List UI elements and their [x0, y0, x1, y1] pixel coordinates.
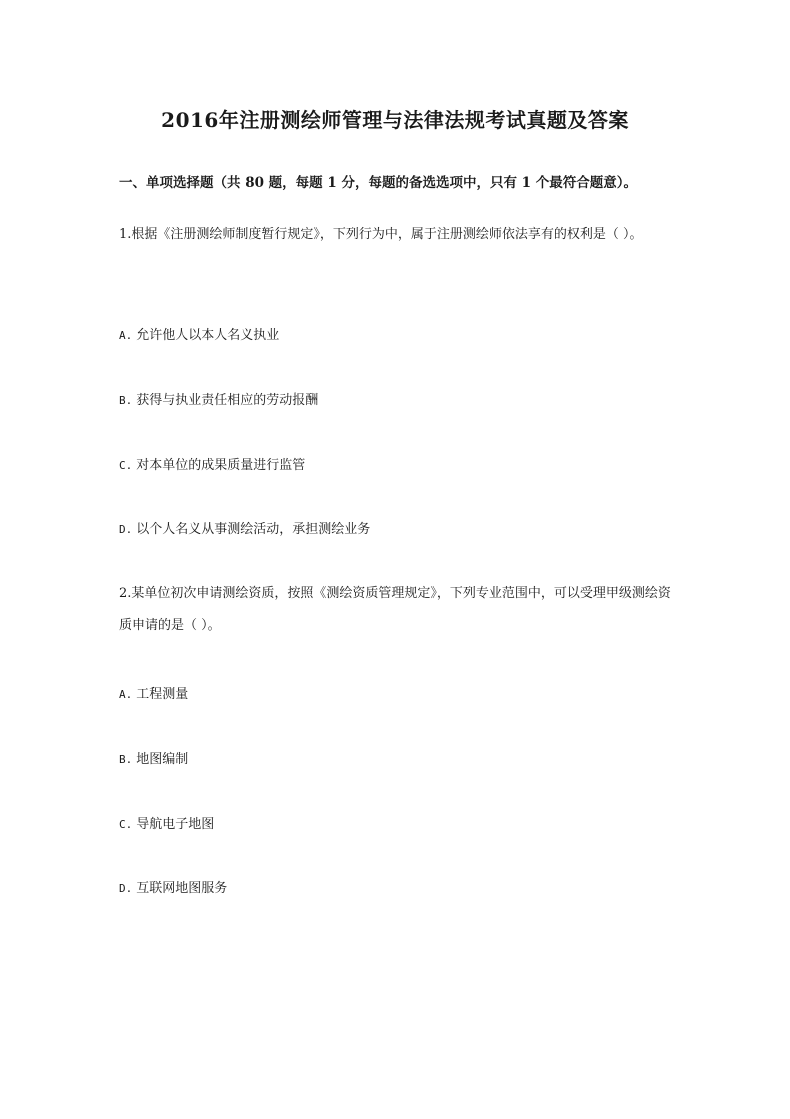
option-text: 导航电子地图 — [136, 817, 215, 832]
page-title: 2016年注册测绘师管理与法律法规考试真题及答案 — [161, 108, 629, 132]
option-key: B. — [119, 753, 133, 766]
option-text: 对本单位的成果质量进行监管 — [136, 458, 306, 473]
question-2-stem: 2.某单位初次申请测绘资质，按照《测绘资质管理规定》，下列专业范围中，可以受理甲级测绘资质申请的是（ ）。 — [119, 586, 671, 633]
question-1-stem: 1.根据《注册测绘师制度暂行规定》，下列行为中，属于注册测绘师依法享有的权利是（ ）。 — [119, 227, 643, 242]
option-key: B. — [119, 394, 133, 407]
option-key: D. — [119, 882, 133, 895]
option-text: 以个人名义从事测绘活动，承担测绘业务 — [136, 522, 371, 537]
option-key: C. — [119, 459, 133, 472]
option-text: 地图编制 — [136, 752, 189, 767]
option-text: 工程测量 — [136, 687, 189, 702]
question-1-option-d — [119, 518, 370, 537]
question-1-option-a — [119, 324, 279, 343]
option-key: C. — [119, 818, 133, 831]
question-2-option-c — [119, 813, 214, 832]
option-key: A. — [119, 688, 133, 701]
question-2-option-a — [119, 683, 188, 702]
option-key: A. — [119, 329, 133, 342]
option-text: 获得与执业责任相应的劳动报酬 — [136, 393, 319, 408]
option-text: 互联网地图服务 — [136, 881, 228, 896]
question-1-option-b — [119, 389, 318, 408]
option-key: D. — [119, 523, 133, 536]
option-text: 允许他人以本人名义执业 — [136, 328, 280, 343]
question-1-option-c — [119, 454, 305, 473]
question-2-option-d — [119, 877, 227, 896]
question-2-option-b — [119, 748, 188, 767]
section-heading: 一、单项选择题（共 80 题，每题 1 分，每题的备选选项中，只有 1 个最符合题意）。 — [119, 175, 638, 191]
